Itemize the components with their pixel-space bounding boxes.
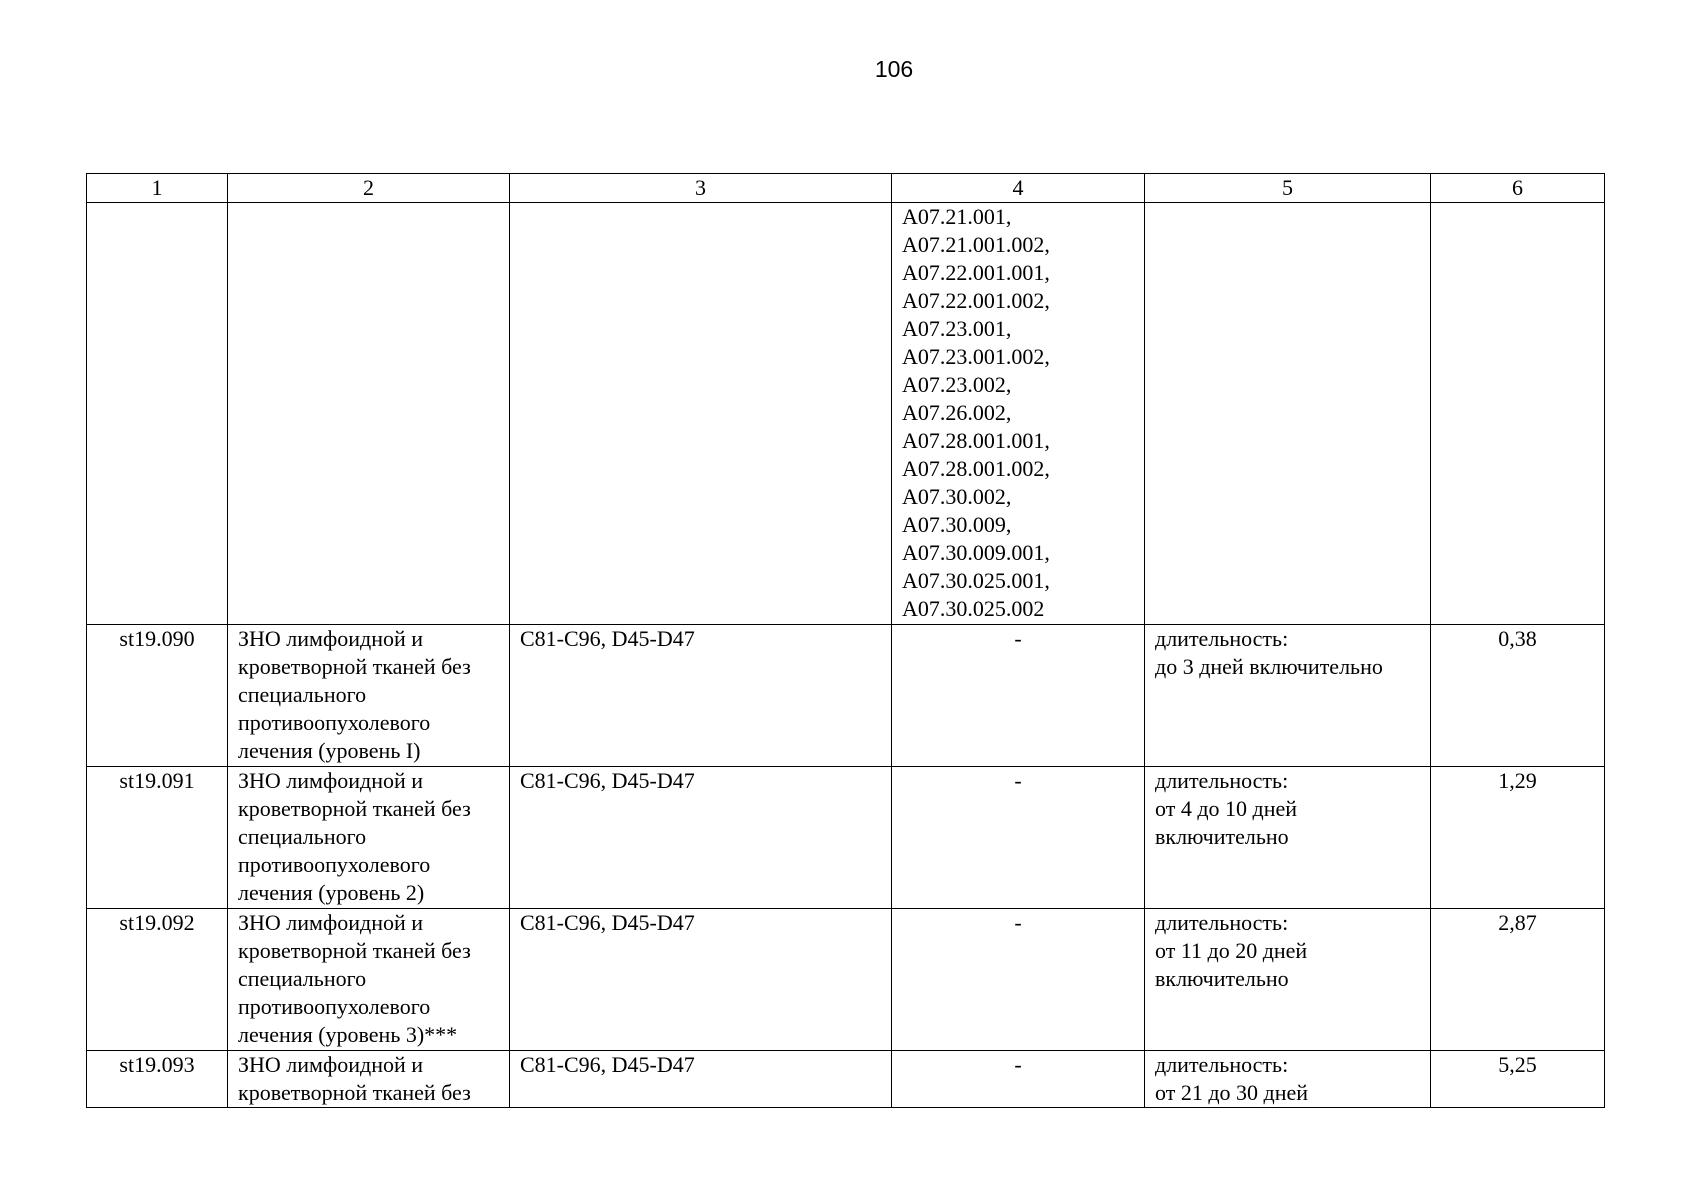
service-code: A07.30.025.002 <box>902 596 1045 621</box>
criteria-line: от 21 до 30 дней <box>1155 1080 1309 1105</box>
name-line: лечения (уровень 2) <box>238 880 425 905</box>
header-col-4: 4 <box>892 174 1145 203</box>
service-code: A07.28.001.001, <box>902 428 1050 453</box>
name-line: кроветворной тканей без <box>238 938 471 963</box>
cell-services: - <box>892 625 1145 767</box>
table-row <box>87 767 1605 909</box>
name-line: ЗНО лимфоидной и <box>238 626 424 651</box>
name-line: ЗНО лимфоидной и <box>238 1052 424 1077</box>
service-code: A07.30.009, <box>902 512 1012 537</box>
cell-services: - <box>892 1051 1145 1108</box>
cell-coefficient <box>1431 203 1605 625</box>
name-line: противоопухолевого <box>238 994 431 1019</box>
name-line: ЗНО лимфоидной и <box>238 910 424 935</box>
header-col-5: 5 <box>1145 174 1431 203</box>
cell-criteria <box>1145 909 1431 1051</box>
cell-code: st19.092 <box>87 909 228 1051</box>
name-line: лечения (уровень I) <box>238 738 421 763</box>
service-code: A07.28.001.002, <box>902 456 1050 481</box>
name-line: кроветворной тканей без <box>238 654 471 679</box>
cell-services: - <box>892 767 1145 909</box>
service-code: A07.22.001.002, <box>902 288 1050 313</box>
cell-coefficient: 0,38 <box>1431 625 1605 767</box>
cell-icd: C81-C96, D45-D47 <box>510 909 892 1051</box>
name-line: специального <box>238 682 367 707</box>
header-col-1: 1 <box>87 174 228 203</box>
service-code: A07.21.001, <box>902 204 1012 229</box>
table-row <box>87 1051 1605 1108</box>
cell-code: st19.093 <box>87 1051 228 1108</box>
criteria-line: от 4 до 10 дней <box>1155 796 1298 821</box>
criteria-line: длительность: <box>1155 768 1289 793</box>
criteria-line: длительность: <box>1155 626 1289 651</box>
name-line: лечения (уровень 3)*** <box>238 1022 458 1047</box>
service-code: A07.23.002, <box>902 372 1012 397</box>
service-code: A07.30.009.001, <box>902 540 1050 565</box>
service-code: A07.23.001.002, <box>902 344 1050 369</box>
criteria-line: длительность: <box>1155 1052 1289 1077</box>
criteria-line: до 3 дней включительно <box>1155 654 1383 679</box>
cell-coefficient: 1,29 <box>1431 767 1605 909</box>
criteria-line: включительно <box>1155 824 1289 849</box>
cell-icd <box>510 203 892 625</box>
cell-name <box>228 909 510 1051</box>
criteria-line: длительность: <box>1155 910 1289 935</box>
cell-service-codes <box>892 203 1145 625</box>
cell-coefficient: 5,25 <box>1431 1051 1605 1108</box>
header-col-6: 6 <box>1431 174 1605 203</box>
cell-name <box>228 1051 510 1108</box>
cell-icd: C81-C96, D45-D47 <box>510 767 892 909</box>
cell-name <box>228 203 510 625</box>
header-row <box>87 174 1605 203</box>
name-line: кроветворной тканей без <box>238 1080 471 1105</box>
cell-criteria <box>1145 625 1431 767</box>
cell-criteria <box>1145 1051 1431 1108</box>
table-row <box>87 625 1605 767</box>
cell-name <box>228 625 510 767</box>
name-line: специального <box>238 966 367 991</box>
cell-criteria <box>1145 767 1431 909</box>
service-code: A07.30.025.001, <box>902 568 1050 593</box>
header-col-3: 3 <box>510 174 892 203</box>
cell-criteria <box>1145 203 1431 625</box>
name-line: ЗНО лимфоидной и <box>238 768 424 793</box>
tariff-table <box>86 173 1605 1108</box>
cell-code <box>87 203 228 625</box>
header-col-2: 2 <box>228 174 510 203</box>
cell-icd: C81-C96, D45-D47 <box>510 1051 892 1108</box>
table-row <box>87 909 1605 1051</box>
name-line: кроветворной тканей без <box>238 796 471 821</box>
service-code: A07.23.001, <box>902 316 1012 341</box>
service-code: A07.30.002, <box>902 484 1012 509</box>
cell-code: st19.090 <box>87 625 228 767</box>
cell-code: st19.091 <box>87 767 228 909</box>
name-line: противоопухолевого <box>238 852 431 877</box>
name-line: противоопухолевого <box>238 710 431 735</box>
name-line: специального <box>238 824 367 849</box>
cell-coefficient: 2,87 <box>1431 909 1605 1051</box>
cell-name <box>228 767 510 909</box>
criteria-line: включительно <box>1155 966 1289 991</box>
page-number: 106 <box>874 56 914 82</box>
table-row <box>87 203 1605 625</box>
cell-services: - <box>892 909 1145 1051</box>
service-code: A07.22.001.001, <box>902 260 1050 285</box>
service-code: A07.26.002, <box>902 400 1012 425</box>
service-code: A07.21.001.002, <box>902 232 1050 257</box>
cell-icd: C81-C96, D45-D47 <box>510 625 892 767</box>
criteria-line: от 11 до 20 дней <box>1155 938 1308 963</box>
